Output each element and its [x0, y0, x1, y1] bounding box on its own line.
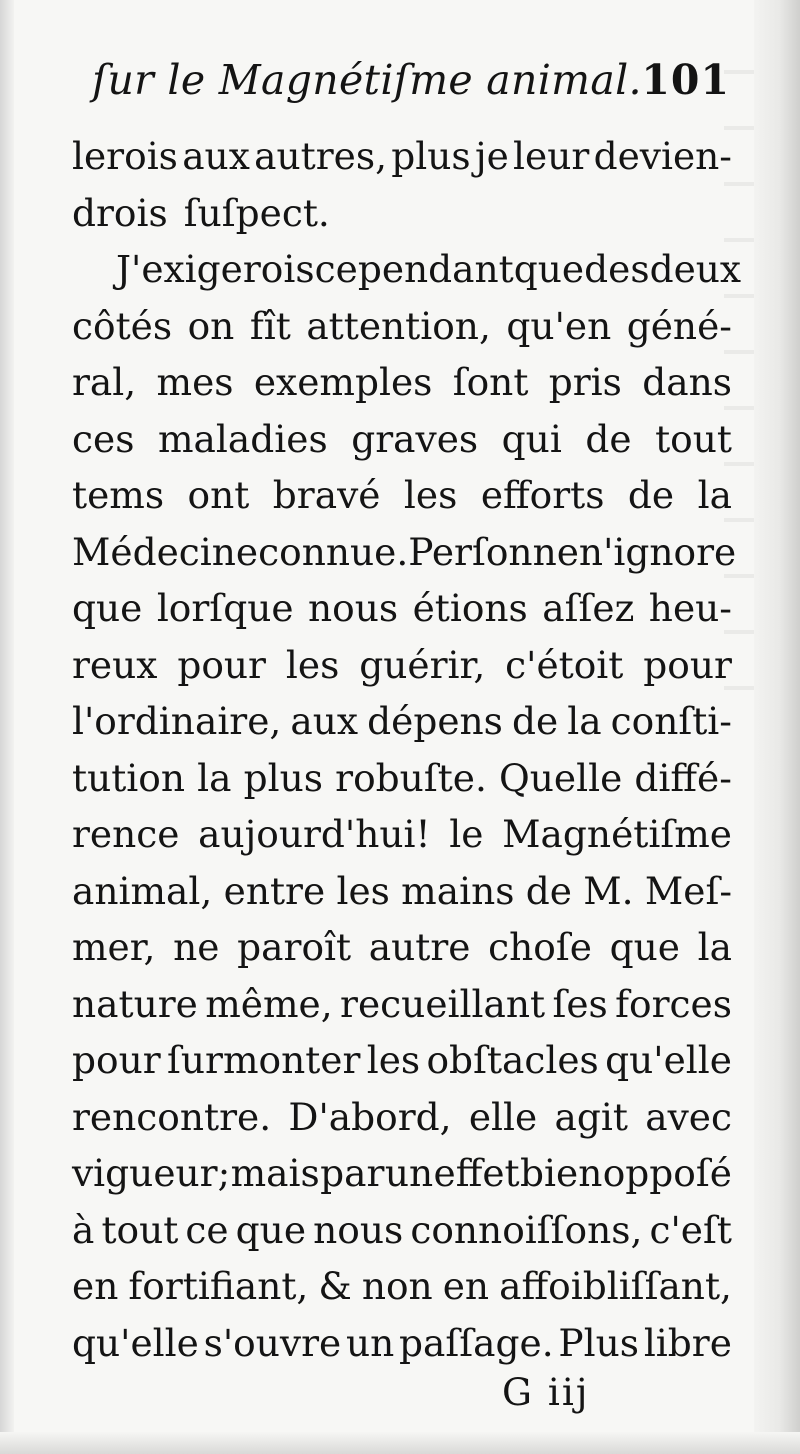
word: affoibliſſant,	[499, 1264, 732, 1308]
word: graves	[351, 416, 479, 461]
text-line	[72, 863, 732, 920]
word: fortifiant,	[128, 1264, 309, 1308]
word: agit	[554, 1094, 628, 1139]
word: nous	[313, 1207, 404, 1252]
word: paroît	[237, 925, 352, 969]
word: par	[320, 1151, 385, 1195]
text-line	[72, 976, 732, 1033]
word: ont	[187, 473, 250, 517]
word: ce	[185, 1207, 229, 1252]
page-edge-bottom	[0, 1432, 800, 1454]
word: qu'elle	[605, 1038, 732, 1082]
word: les	[336, 868, 390, 913]
word: dans	[642, 360, 732, 404]
word: J'exigerois	[116, 247, 315, 291]
word: connoiſſons,	[410, 1207, 643, 1252]
word: la	[697, 925, 732, 969]
page-edge-left	[0, 0, 14, 1454]
page-number: 101	[641, 56, 730, 104]
word: bien	[520, 1151, 603, 1195]
word: drois	[72, 190, 168, 235]
word: cependant	[314, 247, 514, 291]
word: de	[511, 699, 559, 743]
word: que	[72, 586, 143, 630]
word: géné-	[626, 303, 732, 348]
word: robuſte.	[335, 755, 487, 800]
word: Plus	[558, 1320, 640, 1365]
word: Médecine	[72, 529, 259, 574]
word: elle	[468, 1094, 538, 1139]
word: qui	[501, 416, 562, 461]
word: tout	[101, 1207, 179, 1252]
text-line	[72, 467, 732, 524]
running-title: ſur le Magnétiſme animal.	[92, 56, 642, 104]
text-line	[72, 354, 732, 411]
word: de	[627, 473, 675, 517]
word: mais	[230, 1151, 320, 1195]
word: Perſonne	[408, 529, 579, 574]
word: attention,	[306, 303, 491, 348]
word: ſuſpect.	[183, 190, 330, 235]
word: dépens	[367, 699, 503, 743]
word: aujourd'hui!	[198, 812, 431, 856]
word: avec	[645, 1094, 732, 1139]
word: qu'en	[506, 303, 612, 348]
word: vigueur;	[72, 1151, 231, 1195]
text-line	[72, 241, 742, 298]
word: lerois	[72, 134, 178, 178]
word: c'étoit	[505, 642, 624, 687]
word: un	[345, 1320, 395, 1365]
word: heu-	[648, 586, 732, 630]
text-line	[72, 298, 732, 355]
word: aſſez	[542, 586, 635, 630]
word: je	[474, 134, 509, 178]
word: n'ignore	[578, 529, 737, 574]
text-line	[72, 1315, 732, 1372]
word: efforts	[480, 473, 605, 517]
word: entre	[223, 868, 326, 913]
word: diffé-	[634, 755, 732, 800]
text-line	[72, 637, 732, 694]
word: à	[72, 1207, 95, 1252]
page-edge-right	[754, 0, 800, 1454]
word: la	[197, 755, 232, 800]
word: libre	[643, 1320, 732, 1365]
word: oppoſé	[602, 1151, 732, 1195]
word: un	[384, 1151, 434, 1195]
word: mer,	[72, 925, 156, 969]
word: lorſque	[156, 586, 294, 630]
word: devien-	[593, 134, 732, 178]
word: deux	[649, 247, 742, 291]
text-line	[72, 1202, 732, 1259]
word: mains	[401, 868, 515, 913]
word: ne	[173, 925, 220, 969]
word: reux	[72, 642, 158, 687]
word: maladies	[157, 416, 328, 461]
word: aux	[290, 699, 359, 743]
word: Quelle	[499, 755, 623, 800]
signature-mark: G iij	[502, 1370, 590, 1414]
word: les	[285, 642, 340, 687]
word: non	[361, 1264, 433, 1308]
text-line	[72, 693, 732, 750]
text-line	[72, 919, 732, 976]
word: nature	[72, 981, 198, 1026]
word: mes	[156, 360, 234, 404]
word: le	[449, 812, 484, 856]
word: ral,	[72, 360, 137, 404]
word: les	[403, 473, 458, 517]
word: ces	[72, 416, 135, 461]
word: en	[442, 1264, 490, 1308]
word: Meſ-	[644, 868, 732, 913]
word: rencontre.	[72, 1094, 272, 1139]
word: côtés	[72, 303, 173, 348]
word: M.	[583, 868, 634, 913]
text-line	[72, 185, 732, 242]
word: paſſage.	[399, 1320, 554, 1365]
word: c'eſt	[649, 1207, 732, 1252]
word: recueillant	[340, 981, 546, 1026]
word: tout	[655, 416, 732, 461]
text-line	[72, 750, 732, 807]
text-line	[72, 524, 737, 581]
word: pour	[72, 1038, 161, 1082]
word: les	[366, 1038, 421, 1082]
word: fît	[249, 303, 291, 348]
word: tution	[72, 755, 186, 800]
word: obſtacles	[426, 1038, 599, 1082]
word: &	[318, 1264, 352, 1308]
word: que	[609, 925, 680, 969]
word: aux	[182, 134, 250, 178]
word: pour	[643, 642, 732, 687]
word: conſti-	[610, 699, 732, 743]
page-header	[92, 50, 742, 130]
text-line	[72, 1032, 732, 1089]
word: animal,	[72, 868, 213, 913]
text-line	[72, 580, 732, 637]
word: plus	[243, 755, 324, 800]
word: pour	[177, 642, 266, 687]
word: l'ordinaire,	[72, 699, 282, 743]
word: en	[72, 1264, 119, 1308]
word: leur	[513, 134, 590, 178]
body-text	[72, 128, 742, 1371]
text-line	[72, 1089, 732, 1146]
text-line	[72, 411, 732, 468]
word: tems	[72, 473, 165, 517]
word: bravé	[272, 473, 381, 517]
word: exemples	[253, 360, 433, 404]
word: rence	[72, 812, 180, 856]
word: ſes	[552, 981, 608, 1026]
word: s'ouvre	[203, 1320, 342, 1365]
word: autre	[368, 925, 471, 969]
word: la	[697, 473, 732, 517]
word: effet	[433, 1151, 520, 1195]
word: de	[585, 416, 632, 461]
word: D'abord,	[288, 1094, 452, 1139]
word: choſe	[488, 925, 592, 969]
word: qu'elle	[72, 1320, 199, 1365]
word: des	[584, 247, 650, 291]
text-line	[72, 1145, 732, 1202]
word: ſurmonter	[166, 1038, 361, 1082]
text-line	[72, 806, 732, 863]
word: connue.	[258, 529, 409, 574]
text-line	[72, 1258, 732, 1315]
word: ſont	[452, 360, 529, 404]
word: plus	[391, 134, 471, 178]
word: on	[187, 303, 235, 348]
word: même,	[205, 981, 333, 1026]
word: guérir,	[359, 642, 486, 687]
word: nous	[308, 586, 399, 630]
word: étions	[412, 586, 528, 630]
word: autres,	[254, 134, 388, 178]
word: que	[235, 1207, 307, 1252]
word: la	[567, 699, 602, 743]
word: que	[513, 247, 585, 291]
word: Magnétiſme	[502, 812, 732, 856]
word: forces	[615, 981, 732, 1026]
text-line	[72, 128, 732, 185]
word: de	[525, 868, 572, 913]
word: pris	[548, 360, 622, 404]
